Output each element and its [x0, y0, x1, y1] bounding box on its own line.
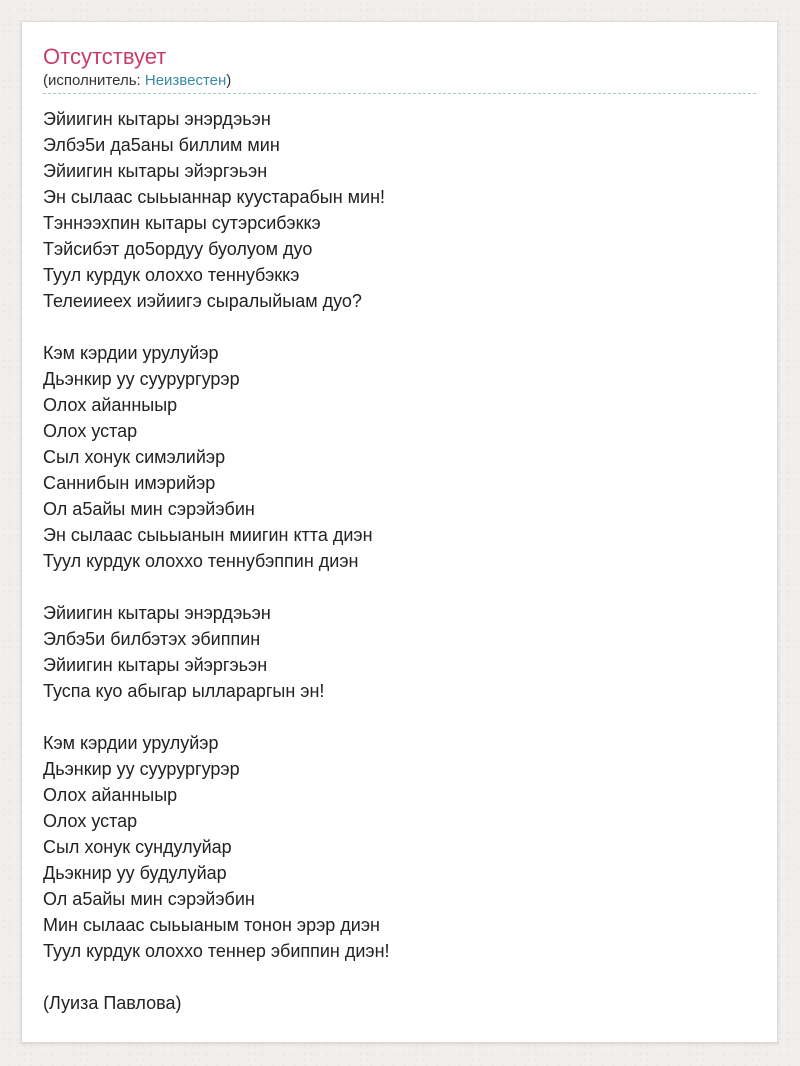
stanza-break [43, 964, 390, 990]
artist-link[interactable]: Неизвестен [144, 72, 227, 89]
lyric-line: Саннибын имэрийэр [43, 473, 216, 493]
lyric-line: Туул курдук олоххо теннубэппин диэн [43, 551, 359, 571]
stanza-break [43, 704, 390, 730]
lyric-line: Туул курдук олоххо теннубэккэ [43, 265, 300, 285]
lyric-line: Дьэнкир уу суурургурэр [43, 759, 240, 779]
lyric-line: Мин сылаас сыьыаным тонон эрэр диэн [43, 915, 380, 935]
lyric-line: Туспа куо абыгар ыллараргын эн! [43, 681, 325, 701]
lyric-line: Кэм кэрдии урулуйэр [43, 733, 219, 753]
lyric-line: Сыл хонук сундулуйар [43, 837, 232, 857]
lyric-line: Ол а5айы мин сэрэйэбин [43, 889, 255, 909]
lyric-line: Эн сылаас сыьыаннар куустарабын мин! [43, 187, 386, 207]
lyric-line: Кэм кэрдии урулуйэр [43, 343, 219, 363]
lyrics-text [43, 106, 390, 1016]
lyric-line: Тэннээхпин кытары сутэрсибэккэ [43, 213, 321, 233]
lyric-line: Олох устар [43, 421, 138, 441]
artist-prefix: (исполнитель: [43, 72, 145, 89]
lyric-line: Олох айанныыр [43, 395, 178, 415]
song-title: Отсутствует [43, 44, 167, 69]
lyric-line: Телеииеех иэйиигэ сыралыйыам дуо? [43, 291, 362, 311]
lyric-line: Эйиигин кытары энэрдэьэн [43, 603, 271, 623]
lyric-line: Туул курдук олоххо теннер эбиппин диэн! [43, 941, 390, 961]
stanza-break [43, 574, 390, 600]
lyric-line: (Луиза Павлова) [43, 993, 182, 1013]
lyric-line: Дьэнкир уу суурургурэр [43, 369, 240, 389]
lyric-line: Эйиигин кытары эйэргэьэн [43, 655, 268, 675]
lyric-line: Эйиигин кытары эйэргэьэн [43, 161, 268, 181]
lyric-line: Эн сылаас сыьыанын миигин ктта диэн [43, 525, 373, 545]
lyric-line: Элбэ5и билбэтэх эбиппин [43, 629, 261, 649]
stanza-break [43, 314, 390, 340]
artist-suffix: ) [226, 72, 232, 89]
artist-line [43, 72, 231, 90]
lyric-line: Сыл хонук симэлийэр [43, 447, 226, 467]
lyric-line: Тэйсибэт до5ордуу буолуом дуо [43, 239, 313, 259]
lyric-line: Олох айанныыр [43, 785, 178, 805]
lyric-line: Элбэ5и да5аны биллим мин [43, 135, 280, 155]
lyric-line: Эйиигин кытары энэрдэьэн [43, 109, 271, 129]
lyrics-card [21, 21, 778, 1043]
title-divider [43, 93, 756, 94]
lyric-line: Дьэкнир уу будулуйар [43, 863, 227, 883]
lyric-line: Ол а5айы мин сэрэйэбин [43, 499, 255, 519]
lyric-line: Олох устар [43, 811, 138, 831]
